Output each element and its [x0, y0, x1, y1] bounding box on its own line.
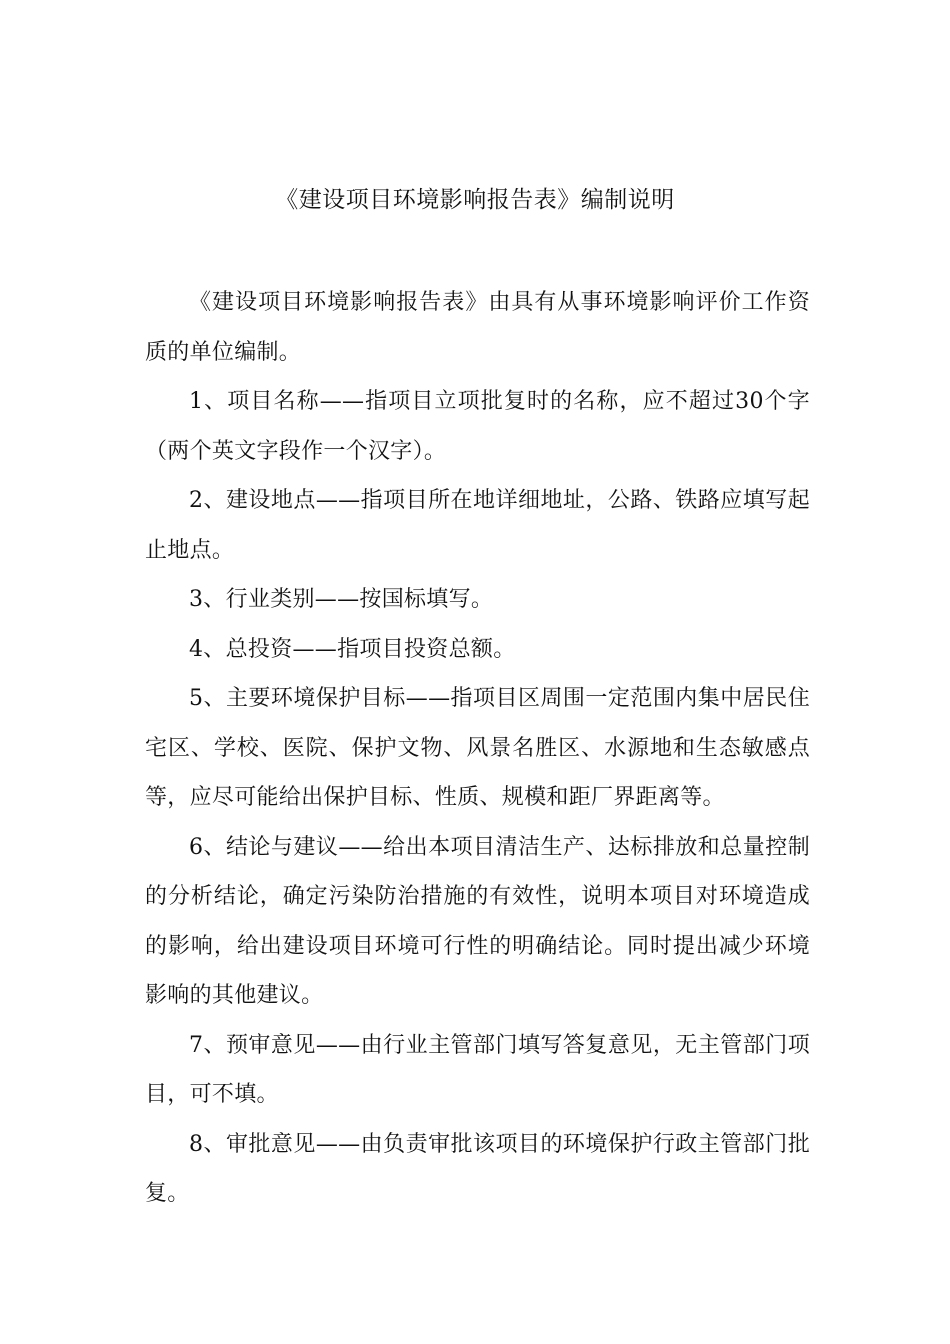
- document-body: [145, 278, 810, 1219]
- item-protection-targets: 5、主要环境保护目标——指项目区周围一定范围内集中居民住宅区、学校、医院、保护文物、风景名胜区、水源地和生态敏感点等，应尽可能给出保护目标、性质、规模和距厂界距离等。: [145, 686, 810, 810]
- intro-paragraph: 《建设项目环境影响报告表》由具有从事环境影响评价工作资质的单位编制。: [145, 290, 810, 365]
- item-construction-site: 2、建设地点——指项目所在地详细地址，公路、铁路应填写起止地点。: [145, 488, 810, 563]
- item-conclusion-suggestions: 6、结论与建议——给出本项目清洁生产、达标排放和总量控制的分析结论，确定污染防治措施的有效性，说明本项目对环境造成的影响，给出建设项目环境可行性的明确结论。同时提出减少环境影响的其他建议。: [145, 834, 810, 1008]
- item-pre-review-opinion: 7、预审意见——由行业主管部门填写答复意见，无主管部门项目，可不填。: [145, 1032, 810, 1107]
- item-approval-opinion: 8、审批意见——由负责审批该项目的环境保护行政主管部门批复。: [145, 1131, 810, 1206]
- item-total-investment: 4、总投资——指项目投资总额。: [189, 636, 516, 662]
- item-project-name: 1、项目名称——指项目立项批复时的名称，应不超过30个字（两个英文字段作一个汉字）。: [145, 389, 810, 464]
- item-industry-category: 3、行业类别——按国标填写。: [189, 587, 494, 612]
- document-title: 《建设项目环境影响报告表》编制说明: [275, 187, 675, 213]
